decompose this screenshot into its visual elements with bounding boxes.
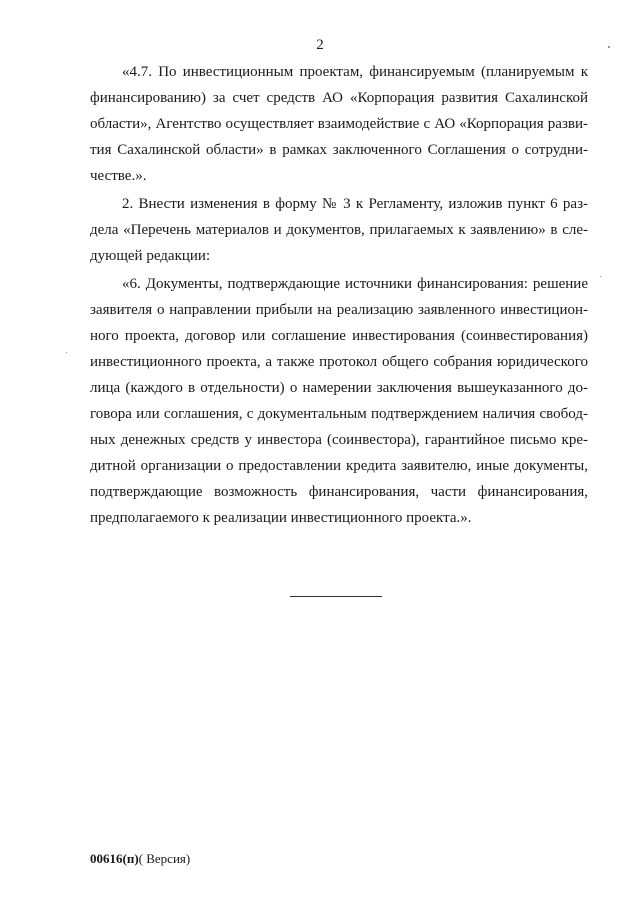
footer-code: 00616(п) [90, 851, 139, 866]
text-line: предполагаемого к реализации инвестиционного проекта.». [90, 510, 472, 526]
text-line: заявителя о направлении прибыли на реализацию заявленного инвестицион- [90, 302, 588, 318]
text-line: ных денежных средств у инвестора (соинвестора), гарантийное письмо кре- [90, 432, 588, 448]
document-footer [90, 851, 190, 867]
scan-speck [600, 276, 601, 277]
text-line: дующей редакции: [90, 248, 211, 264]
text-line: говора или соглашения, с документальным подтверждением наличия свобод- [90, 406, 588, 422]
scan-speck [608, 46, 610, 48]
text-line: дитной организации о предоставлении кредита заявителю, иные документы, [90, 458, 588, 474]
scan-speck [66, 352, 67, 353]
text-line: инвестиционного проекта, а также протокол общего собрания юридического [90, 354, 588, 370]
footer-version: ( Версия) [138, 851, 191, 866]
text-line: «6. Документы, подтверждающие источники финансирования: решение [122, 276, 588, 292]
text-line: дела «Перечень материалов и документов, прилагаемых к заявлению» в сле- [90, 222, 588, 238]
page-number: 2 [316, 37, 324, 53]
text-line: «4.7. По инвестиционным проектам, финансируемым (планируемым к [122, 64, 588, 80]
text-line: честве.». [90, 168, 147, 184]
text-line: области», Агентство осуществляет взаимодействие с АО «Корпорация разви- [90, 116, 588, 132]
end-divider [290, 596, 382, 597]
text-line: подтверждающие возможность финансирования, части финансирования, [90, 484, 588, 500]
text-line: тия Сахалинской области» в рамках заключенного Соглашения о сотрудни- [90, 142, 588, 158]
text-line: 2. Внести изменения в форму № 3 к Регламенту, изложив пункт 6 раз- [122, 196, 588, 212]
text-line: ного проекта, договор или соглашение инвестирования (соинвестирования) [90, 328, 588, 344]
text-line: лица (каждого в отдельности) о намерении заключения вышеуказанного до- [90, 380, 588, 396]
text-line: финансированию) за счет средств АО «Корпорация развития Сахалинской [90, 90, 588, 106]
